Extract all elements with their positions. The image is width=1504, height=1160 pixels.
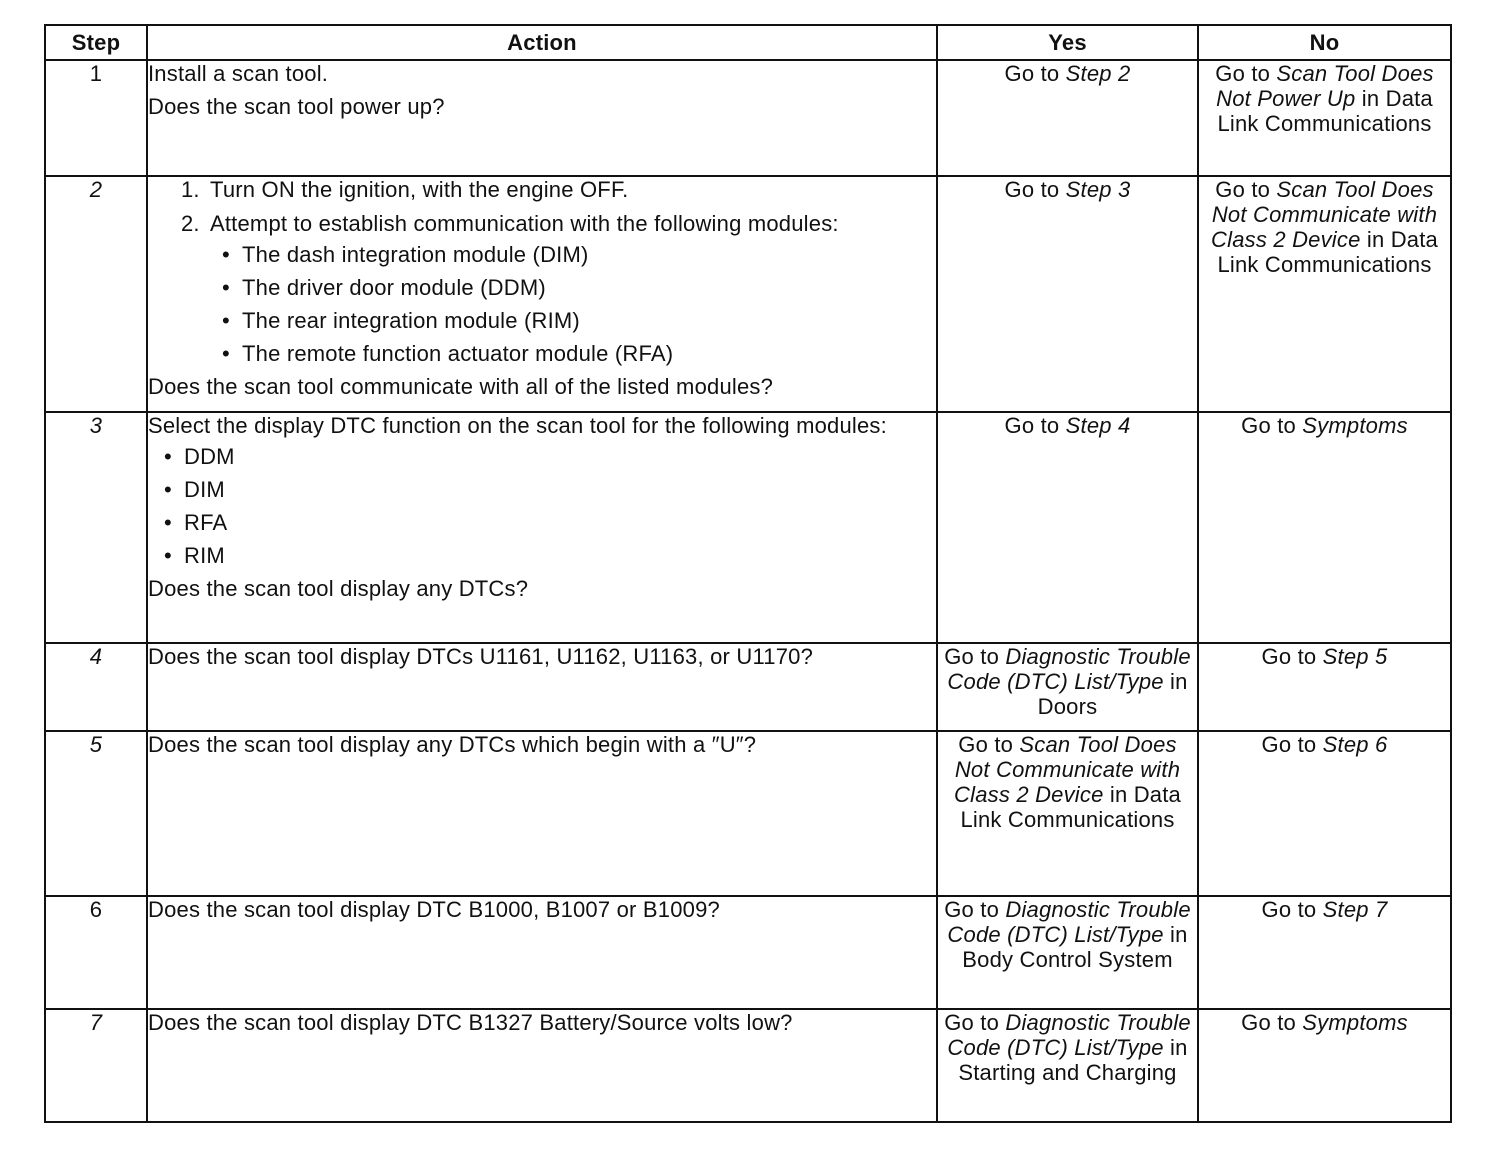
action-question: Does the scan tool display any DTCs which begin with a ″U″?: [148, 732, 757, 757]
yes-link[interactable]: Diagnostic Trouble Code (DTC) List/Type: [947, 644, 1191, 694]
action-cell: [147, 60, 937, 176]
table-row: [45, 60, 1451, 176]
step-number: 6: [45, 896, 147, 1009]
table-row: [45, 1009, 1451, 1122]
header-step: Step: [45, 25, 147, 60]
step-number: 5: [45, 731, 147, 896]
no-cell: Go to Scan Tool Does Not Communicate with Class 2 Device in Data Link Communications: [1198, 176, 1451, 412]
step-number: 2: [45, 176, 147, 412]
no-cell: Go to Symptoms: [1198, 412, 1451, 643]
yes-link[interactable]: Diagnostic Trouble Code (DTC) List/Type: [947, 1010, 1191, 1060]
yes-link[interactable]: Step 2: [1065, 61, 1131, 86]
action-question: Does the scan tool power up?: [148, 94, 445, 119]
action-cell: [147, 176, 937, 412]
step-number: 1: [45, 60, 147, 176]
yes-cell: Go to Diagnostic Trouble Code (DTC) List/Type in Starting and Charging: [937, 1009, 1198, 1122]
list-item: • The remote function actuator module (RFA): [218, 341, 936, 366]
yes-cell: Go to Step 2: [937, 60, 1198, 176]
yes-link[interactable]: Diagnostic Trouble Code (DTC) List/Type: [947, 897, 1191, 947]
bullet-list: [148, 444, 936, 568]
table-row: [45, 412, 1451, 643]
header-no: No: [1198, 25, 1451, 60]
list-item: • DIM: [160, 477, 936, 502]
step-number: 4: [45, 643, 147, 731]
step-number: 3: [45, 412, 147, 643]
action-cell: [147, 643, 937, 731]
no-cell: Go to Symptoms: [1198, 1009, 1451, 1122]
action-question: Does the scan tool display DTC B1000, B1007 or B1009?: [148, 897, 720, 922]
no-cell: Go to Step 5: [1198, 643, 1451, 731]
list-item: 1. Turn ON the ignition, with the engine OFF.: [206, 177, 936, 202]
action-text: Install a scan tool.: [148, 61, 329, 86]
yes-link[interactable]: Scan Tool Does Not Communicate with Class 2 Device: [954, 732, 1181, 807]
no-link[interactable]: Step 7: [1322, 897, 1388, 922]
header-yes: Yes: [937, 25, 1198, 60]
action-question: Does the scan tool display DTCs U1161, U1162, U1163, or U1170?: [148, 644, 814, 669]
yes-cell: Go to Step 3: [937, 176, 1198, 412]
list-item: • The rear integration module (RIM): [218, 308, 936, 333]
list-item: • The dash integration module (DIM): [218, 242, 936, 267]
action-text: Select the display DTC function on the scan tool for the following modules:: [148, 413, 887, 438]
header-row: [45, 25, 1451, 60]
no-cell: Go to Scan Tool Does Not Power Up in Data Link Communications: [1198, 60, 1451, 176]
numbered-list: [148, 177, 936, 366]
list-item: • DDM: [160, 444, 936, 469]
action-question: Does the scan tool communicate with all of the listed modules?: [148, 374, 774, 399]
no-cell: Go to Step 6: [1198, 731, 1451, 896]
action-cell: [147, 896, 937, 1009]
list-item: • RFA: [160, 510, 936, 535]
yes-link[interactable]: Step 3: [1065, 177, 1131, 202]
action-question: Does the scan tool display DTC B1327 Battery/Source volts low?: [148, 1010, 793, 1035]
no-link[interactable]: Symptoms: [1302, 413, 1408, 438]
no-cell: Go to Step 7: [1198, 896, 1451, 1009]
no-link[interactable]: Symptoms: [1302, 1010, 1408, 1035]
yes-cell: Go to Scan Tool Does Not Communicate with Class 2 Device in Data Link Communications: [937, 731, 1198, 896]
no-link[interactable]: Step 6: [1322, 732, 1388, 757]
list-item: • RIM: [160, 543, 936, 568]
yes-cell: Go to Step 4: [937, 412, 1198, 643]
action-cell: [147, 412, 937, 643]
table-row: [45, 731, 1451, 896]
header-action: Action: [147, 25, 937, 60]
diagnostic-table: [44, 24, 1452, 1123]
no-link[interactable]: Step 5: [1322, 644, 1388, 669]
yes-cell: Go to Diagnostic Trouble Code (DTC) List/Type in Doors: [937, 643, 1198, 731]
action-cell: [147, 1009, 937, 1122]
yes-link[interactable]: Step 4: [1065, 413, 1131, 438]
no-link[interactable]: Scan Tool Does Not Communicate with Class 2 Device: [1211, 177, 1438, 252]
table-row: [45, 643, 1451, 731]
yes-cell: Go to Diagnostic Trouble Code (DTC) List/Type in Body Control System: [937, 896, 1198, 1009]
table-row: [45, 896, 1451, 1009]
action-cell: [147, 731, 937, 896]
list-item: 2. Attempt to establish communication with the following modules: • The dash integration module (DIM) • The driver door module (DDM) • The rear integration module (RIM) • The remote function actuator module (RFA): [206, 211, 936, 366]
action-question: Does the scan tool display any DTCs?: [148, 576, 529, 601]
table-row: [45, 176, 1451, 412]
no-link[interactable]: Scan Tool Does Not Power Up: [1216, 61, 1434, 111]
bullet-list: [210, 242, 936, 366]
step-number: 7: [45, 1009, 147, 1122]
list-item: • The driver door module (DDM): [218, 275, 936, 300]
